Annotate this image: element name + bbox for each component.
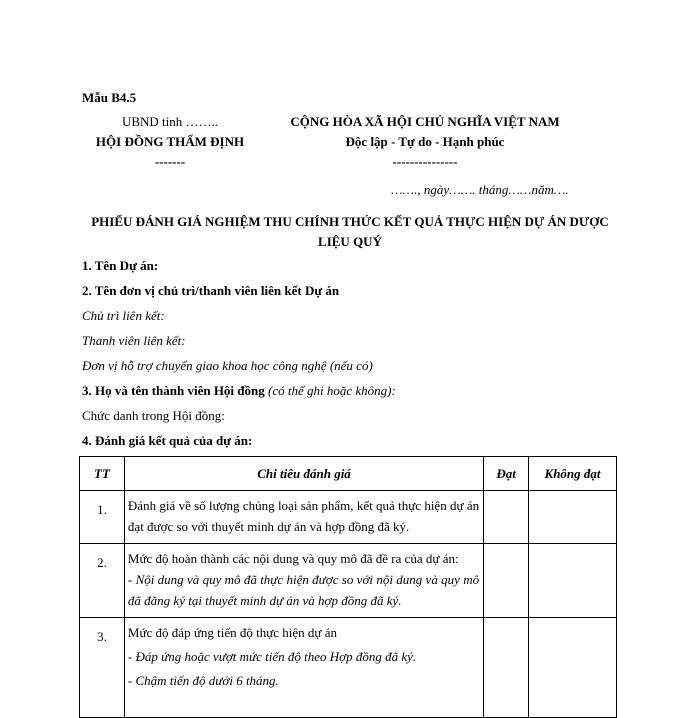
pass-cell[interactable] [484,491,529,544]
date-line: ……., ngày……. tháng……năm…. [391,182,569,197]
header-fail: Không đạt [529,457,617,491]
criteria-cell [124,618,483,718]
right-separator: --------------- [392,154,458,169]
council-position-label: Chức danh trong Hội đồng: [82,408,225,423]
member-partner-label: Thanh viên liên kết: [82,333,186,348]
document-title: PHIẾU ĐÁNH GIÁ NGHIỆM THU CHÍNH THỨC KẾT QUẢ THỰC HIỆN DỰ ÁN DƯỢC LIỆU QUÝ [91,214,609,249]
fail-cell[interactable] [529,491,617,544]
pass-cell[interactable] [484,618,529,718]
council-member-note: (có thể ghi hoặc không): [264,383,396,398]
fail-cell[interactable] [529,618,617,718]
council-member-label: 3. Họ và tên thành viên Hội đồng [82,383,265,398]
motto: Độc lập - Tự do - Hạnh phúc [345,134,505,149]
pass-cell[interactable] [484,544,529,618]
table-row [80,618,617,718]
form-code: Mẫu B4.5 [82,90,137,105]
criteria-subitem: - Nội dung và quy mô đã thực hiện được so với nội dung và quy mô đã đăng ký tại thuyết minh dự án và hợp đồng đã ký. [127,572,480,608]
header-tt: TT [80,457,125,491]
criteria-subitem: - Chậm tiến độ dưới 6 tháng. [127,673,279,688]
national-header [270,112,580,172]
council-name: HỘI ĐỒNG THẨM ĐỊNH [95,134,245,149]
table-row [80,544,617,618]
criteria-text: Mức độ đáp ứng tiến độ thực hiện dự án [127,625,337,640]
criteria-subitem: - Đáp ứng hoặc vượt mức tiến độ theo Hợp đồng đã ký. [127,649,417,664]
left-separator: ------- [154,154,186,169]
header-pass: Đạt [484,457,529,491]
province-line: UBND tỉnh …….. [121,114,219,129]
criteria-text: Mức độ hoàn thành các nội dung và quy mô đã đề ra của dự án: [127,551,459,566]
row-number: 3. [80,618,125,718]
row-number: 2. [80,544,125,618]
row-number: 1. [80,491,125,544]
issuer-header [70,112,270,172]
header-criteria: Chi tiêu đánh giá [124,457,483,491]
support-unit-label: Đơn vị hỗ trợ chuyển giao khoa học công nghệ (nếu có) [82,358,373,373]
criteria-cell [124,544,483,618]
table-row [80,491,617,544]
lead-partner-label: Chủ trì liên kết: [82,308,165,323]
table-header-row [80,457,617,491]
fail-cell[interactable] [529,544,617,618]
criteria-text: Đánh giá về số lượng chủng loại sản phẩm, kết quả thực hiện dự án đạt được so với thuyết minh dự án và hợp đồng đã ký. [124,491,483,544]
country-name: CỘNG HÒA XÃ HỘI CHỦ NGHĨA VIỆT NAM [290,114,560,129]
section-council-member [82,383,396,399]
section-lead-unit: 2. Tên đơn vị chủ trì/thanh viên liên kết Dự án [82,283,340,298]
section-evaluation: 4. Đánh giá kết quả của dự án: [82,433,253,448]
section-project-name: 1. Tên Dự án: [82,258,159,273]
evaluation-table [79,456,617,718]
